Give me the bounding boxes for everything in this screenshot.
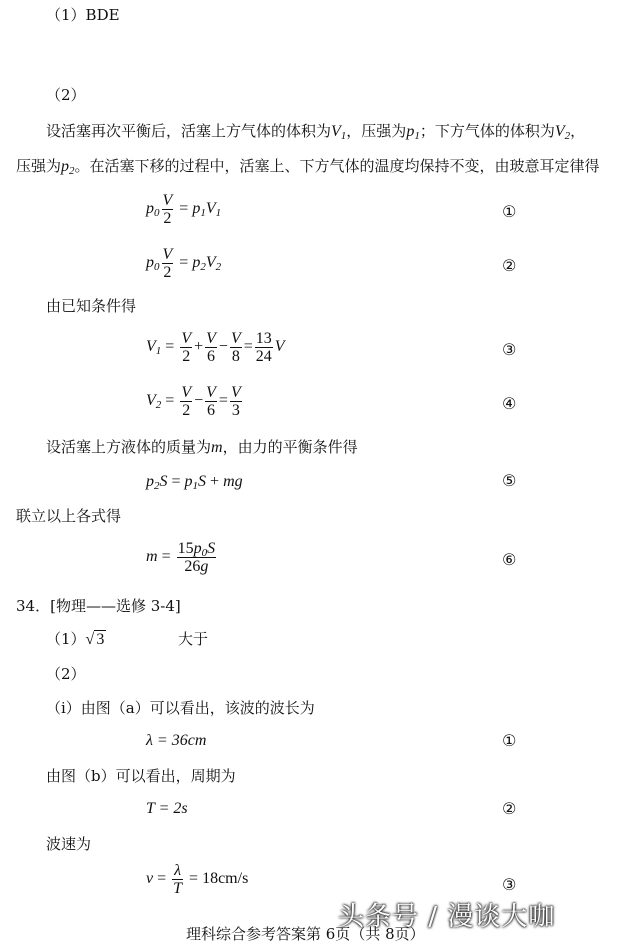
equation-2-mark: ② (502, 256, 517, 275)
equation-6-mark: ⑥ (502, 550, 517, 569)
q34-part2-label: （2） (46, 665, 86, 683)
equation-period: T = 2s (146, 800, 188, 817)
equation-2: $p_0$ $\frac{V}{2}$ = $p_2V_2$ (146, 246, 222, 281)
equation-3-mark: ③ (502, 340, 517, 359)
equation-5: $p_2S = p_1S$ + mg (146, 473, 243, 492)
q34-part1-answer: 大于 (178, 630, 209, 648)
q34-part1-label: （1） (46, 630, 86, 648)
equation-1: $p_0$ $\frac{V}{2}$ = $p_1V_1$ (146, 192, 222, 227)
equation-wavelength: λ = 36cm (146, 732, 207, 749)
speed-line: 波速为 (46, 835, 92, 853)
equation-1-mark: ① (502, 202, 517, 221)
page-footer: 理科综合参考答案第 6页（共 8页） (186, 925, 425, 943)
q33-part1: （1）BDE (46, 6, 120, 24)
equation-6: m = $\frac{15p_0S}{26g}$ (146, 540, 216, 575)
known-conditions: 由已知条件得 (46, 297, 137, 315)
q33-part2-label: （2） (46, 86, 86, 104)
setup-line-1: 设活塞再次平衡后，活塞上方气体的体积为$V_1$，压强为$p_1$；下方气体的体积为$V_2$， (46, 122, 586, 142)
setup-line-2: 压强为$p_2$。在活塞下移的过程中，活塞上、下方气体的温度均保持不变，由玻意耳定律得 (16, 157, 600, 177)
watermark-logo: 头条号 / 漫谈大咖 (338, 902, 556, 932)
equation-speed-mark: ③ (502, 875, 517, 894)
setup-text-1b: ，压强为 (346, 122, 407, 140)
setup-text-2b: 压强为 (16, 157, 62, 175)
setup-text-2a: ， (570, 122, 586, 140)
equation-3: $V_1$ = $\frac{V}{2}$ + $\frac{V}{6}$ − $\frac{V}{8}$ = $\frac{13}{24}$ V (146, 330, 285, 365)
combine-line: 联立以上各式得 (16, 507, 122, 525)
mass-text-b: ，由力的平衡条件得 (222, 438, 358, 456)
mass-text: 设活塞上方液体的质量为 (46, 438, 212, 456)
setup-text-1c: ；下方气体的体积为 (419, 122, 555, 140)
equation-5-mark: ⑤ (502, 471, 517, 490)
setup-text-2c: 。在活塞下移的过程中，活塞上、下方气体的温度均保持不变，由玻意耳定律得 (74, 157, 600, 175)
q34-wavelength-line: （i）由图（a）可以看出，该波的波长为 (46, 699, 315, 717)
equation-speed: v = $\frac{\lambda}{T}$ = 18cm/s (146, 862, 249, 897)
equation-wavelength-mark: ① (502, 731, 517, 750)
speed-value: = 18cm/s (189, 870, 249, 888)
period-line: 由图（b）可以看出，周期为 (46, 767, 236, 785)
q34-title: 34．[物理——选修 3-4] (16, 597, 181, 615)
mass-line: 设活塞上方液体的质量为m，由力的平衡条件得 (46, 438, 358, 456)
setup-text-1: 设活塞再次平衡后，活塞上方气体的体积为 (46, 122, 332, 140)
equation-4: $V_2$ = $\frac{V}{2}$ − $\frac{V}{6}$ = $\frac{V}{3}$ (146, 384, 241, 419)
equation-period-mark: ② (502, 799, 517, 818)
q34-part1: （1）√ 3 (46, 630, 105, 648)
equation-4-mark: ④ (502, 394, 517, 413)
